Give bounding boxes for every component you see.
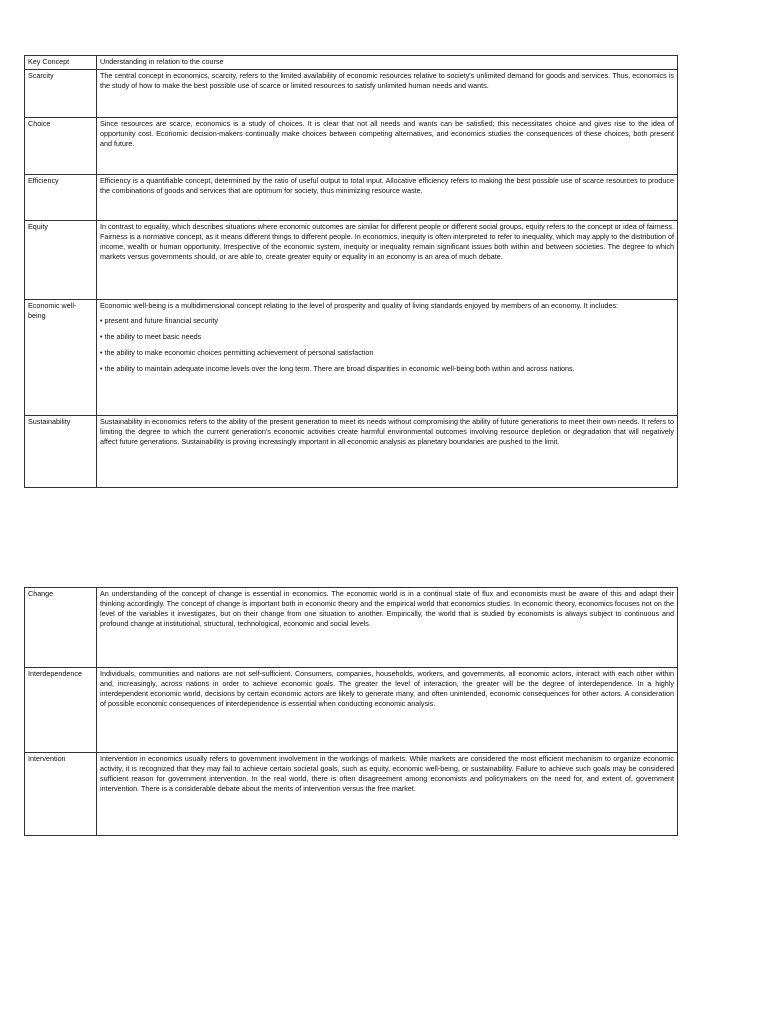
header-key-concept: Key Concept: [25, 56, 97, 70]
table-row-intervention: [25, 753, 678, 836]
list-item: • the ability to make economic choices permitting achievement of personal satisfaction: [100, 348, 374, 357]
concept-description: The central concept in economics, scarcity, refers to the limited availability of economic resources relative to society's unlimited demand for goods and services. Thus, economics is the study of how to make the best possible use of scarce or limited resources to satisfy unlimited human needs and wants.: [97, 70, 678, 118]
key-concepts-table-2: [24, 587, 678, 836]
concept-name: Efficiency: [25, 175, 97, 221]
concept-name: Choice: [25, 118, 97, 175]
list-item: • the ability to meet basic needs: [100, 332, 202, 341]
header-understanding: Understanding in relation to the course: [97, 56, 678, 70]
list-item: • present and future financial security: [100, 316, 218, 325]
table-row-interdependence: [25, 668, 678, 753]
table-header-row: [25, 56, 678, 70]
list-item: • the ability to maintain adequate income levels over the long term. There are broad disparities in economic well-being both within and across nations.: [100, 364, 575, 373]
concept-name: Economic well-being: [25, 300, 97, 416]
table-row-equity: [25, 221, 678, 300]
concept-name: Interdependence: [25, 668, 97, 753]
concept-description: An understanding of the concept of change is essential in economics. The economic world is in a continual state of flux and economists must be aware of this and adapt their thinking accordingly. The concept of change is important both in economic theory and the empirical world that economics studies. In economic theory, economics focuses not on the level of the variables it investigates, but on their change from one situation to another. Empirically, the world that is studied by economists is always subject to continuous and profound change at institutional, structural, technological, economic and social levels.: [97, 588, 678, 668]
table-row-change: [25, 588, 678, 668]
concept-name: Equity: [25, 221, 97, 300]
key-concepts-table-1: [24, 55, 678, 488]
table-row-scarcity: [25, 70, 678, 118]
concept-description: Economic well-being is a multidimensional concept relating to the level of prosperity and quality of living standards enjoyed by members of an economy. It includes: • present and future financial security • the ability to meet basic needs • the ability to make economic choices permitting achievement of personal satisfaction • the ability to maintain adequate income levels over the long term. There are broad disparities in economic well-being both within and across nations.: [97, 300, 678, 416]
concept-name: Scarcity: [25, 70, 97, 118]
concept-name: Change: [25, 588, 97, 668]
concept-description: Efficiency is a quantifiable concept, determined by the ratio of useful output to total input. Allocative efficiency refers to making the best possible use of scarce resources to produce the combinations of goods and services that are optimum for society, thus minimizing resource waste.: [97, 175, 678, 221]
concept-description: Since resources are scarce, economics is a study of choices. It is clear that not all needs and wants can be satisfied; this necessitates choice and gives rise to the idea of opportunity cost. Economic decision-makers continually make choices between competing alternatives, and economics studies the consequences of these choices, both present and future.: [97, 118, 678, 175]
concept-description: Sustainability in economics refers to the ability of the present generation to meet its needs without compromising the ability of future generations to meet their own needs. It refers to limiting the degree to which the current generation's economic activities create harmful environmental outcomes involving resource depletion or degradation that will negatively affect future generations. Sustainability is proving increasingly important in all economic analysis as planetary boundaries are pushed to the limit.: [97, 416, 678, 488]
concept-name: Intervention: [25, 753, 97, 836]
concept-description: In contrast to equality, which describes situations where economic outcomes are similar for different people or different social groups, equity refers to the concept or idea of fairness. Fairness is a normative concept, as it means different things to different people. In economics, inequity is often interpreted to refer to inequality, which may apply to the distribution of income, wealth or human opportunity. Irrespective of the economic system, inequity or inequality remain significant issues both within and between societies. The degree to which markets versus governments should, or are able to, create greater equity or equality in an economy is an area of much debate.: [97, 221, 678, 300]
table-row-efficiency: [25, 175, 678, 221]
table-row-economic-well-being: [25, 300, 678, 416]
concept-description: Individuals, communities and nations are not self-sufficient. Consumers, companies, households, workers, and governments, all economic actors, interact with each other within and, increasingly, across nations in order to achieve economic goals. The greater the level of interaction, the greater will be the degree of interdependence. In a highly interdependent economic world, decisions by certain economic actors are likely to generate many, and often unintended, economic consequences for other actors. A consideration of possible economic consequences of interdependence is essential when conducting economic analysis.: [97, 668, 678, 753]
concept-description: Intervention in economics usually refers to government involvement in the workings of markets. While markets are considered the most efficient mechanism to organize economic activity, it is recognized that they may fail to achieve certain societal goals, such as equity, economic well-being, or sustainability. Failure to achieve such goals may be considered sufficient reason for government intervention. In the real world, there is often disagreement among economists and policymakers on the need for, and extent of, government intervention. There is a considerable debate about the merits of intervention versus the free market.: [97, 753, 678, 836]
table-row-choice: [25, 118, 678, 175]
concept-name: Sustainability: [25, 416, 97, 488]
table-row-sustainability: [25, 416, 678, 488]
